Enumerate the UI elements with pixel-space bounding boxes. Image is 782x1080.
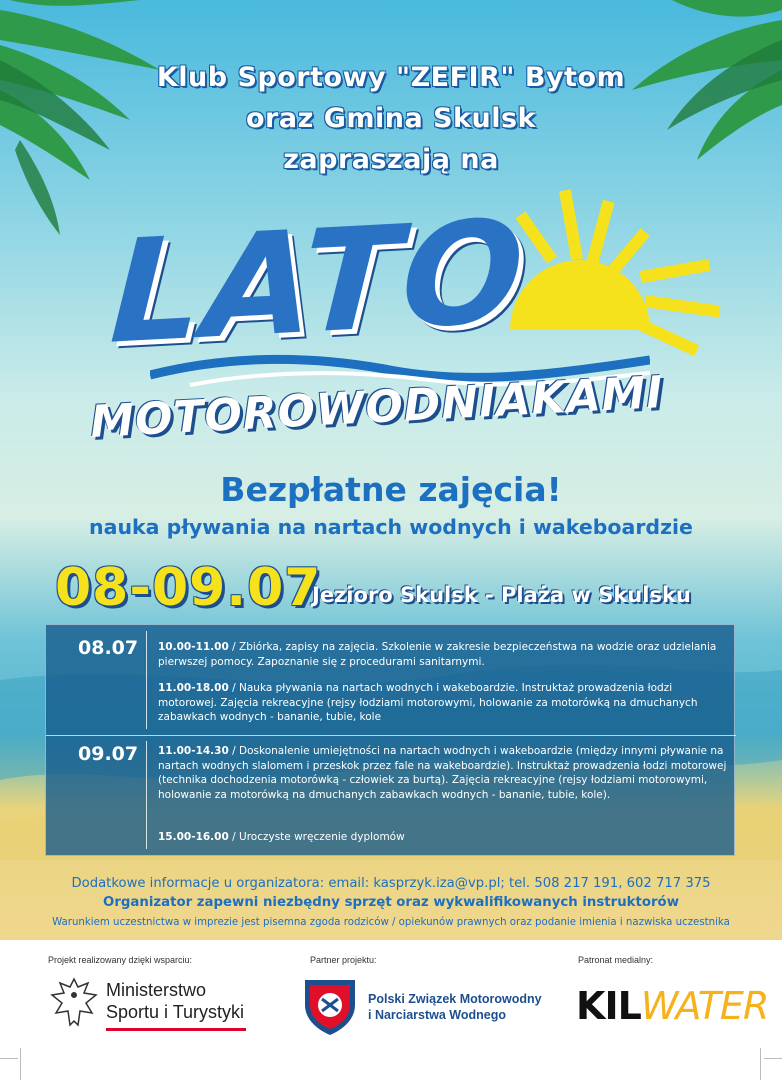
title-motorowodniakami: MOTOROWODNIAKAMI xyxy=(89,367,665,448)
pzmwinw-name-line-2: i Narciarstwa Wodnego xyxy=(368,1008,506,1022)
partner-caption: Partner projektu: xyxy=(310,955,377,965)
schedule-day xyxy=(46,625,736,735)
ministry-flag-bar xyxy=(106,1028,246,1031)
crop-mark xyxy=(20,1048,21,1080)
subtitle: nauka pływania na nartach wodnych i wakeboardzie xyxy=(89,515,693,539)
header-line-1: Klub Sportowy "ZEFIR" Bytom xyxy=(156,62,626,93)
entry-text: / Uroczyste wręczenie dyplomów xyxy=(228,831,405,843)
crop-mark xyxy=(0,1058,18,1059)
vertical-divider xyxy=(146,631,147,729)
contact-info: Dodatkowe informacje u organizatora: email: kasprzyk.iza@vp.pl; tel. 508 217 191, 602 717 375 xyxy=(71,876,711,891)
entry-time: 10.00-11.00 xyxy=(158,641,229,653)
kilwater-kil: KIL xyxy=(576,984,641,1028)
schedule-entry xyxy=(158,830,733,845)
event-place: Jezioro Skulsk - Plaża w Skulsku xyxy=(312,583,691,607)
pzmwinw-shield-icon xyxy=(300,975,360,1037)
ministry-name-line-1: Ministerstwo xyxy=(106,980,207,1000)
schedule-entry xyxy=(158,681,733,725)
schedule-entry xyxy=(158,640,733,669)
day-label: 08.07 xyxy=(78,637,139,659)
title-lato: LATO xyxy=(106,189,530,376)
entry-time: 11.00-14.30 xyxy=(158,745,229,757)
ministry-name-line-2: Sportu i Turystyki xyxy=(106,1002,245,1022)
entry-text: / Nauka pływania na nartach wodnych i wakeboardzie. Instruktaż prowadzenia łodzi motorowej. Zajęcia rekreacyjne (rejsy łodziami motorowymi, holowanie za motorówką na dmuchanych zabawkach wodnych - bananie, tubie, kole xyxy=(158,682,698,723)
media-caption: Patronat medialny: xyxy=(578,955,654,965)
entry-text: / Zbiórka, zapisy na zajęcia. Szkolenie w zakresie bezpieczeństwa na wodzie oraz udzielania pierwszej pomocy. Zapoznanie się z procedurami sanitarnymi. xyxy=(158,641,717,668)
support-caption: Projekt realizowany dzięki wsparciu: xyxy=(48,955,193,965)
event-dates: 08-09.07 xyxy=(55,558,322,618)
equipment-info: Organizator zapewni niezbędny sprzęt oraz wykwalifikowanych instruktorów xyxy=(103,895,679,910)
schedule-box xyxy=(45,624,735,856)
crop-mark xyxy=(760,1048,761,1080)
pzmwinw-name-line-1: Polski Związek Motorowodny xyxy=(368,992,542,1006)
crop-mark xyxy=(764,1058,782,1059)
entry-time: 15.00-16.00 xyxy=(158,831,229,843)
day-label: 09.07 xyxy=(78,743,139,765)
vertical-divider xyxy=(146,741,147,849)
header-line-2: oraz Gmina Skulsk xyxy=(246,103,536,134)
kilwater-water: WATER xyxy=(640,984,769,1028)
header-line-3: zapraszają na xyxy=(283,144,499,175)
eagle-emblem-icon xyxy=(48,975,100,1035)
schedule-entry xyxy=(158,744,733,802)
free-classes-heading: Bezpłatne zajęcia! xyxy=(220,470,562,509)
entry-text: / Doskonalenie umiejętności na nartach wodnych i wakeboardzie (między innymi pływanie na nartach wodnych slalomem i przeskok przez fale na wakeboardzie). Instruktaż prowadzenia łodzi motorowej (technika dochodzenia motorówką - człowiek za burtą). Zajęcia rekreacyjne (rejsy łodziami motorowymi, holowanie za motorówką na dmuchanych zabawkach wodnych - bananie, tubie, kole). xyxy=(158,745,727,801)
participation-condition: Warunkiem uczestnictwa w imprezie jest pisemna zgoda rodziców / opiekunów prawnych oraz podanie imienia i nazwiska uczestnika xyxy=(52,917,730,928)
schedule-day xyxy=(46,735,736,855)
kilwater-logo xyxy=(576,984,768,1028)
entry-time: 11.00-18.00 xyxy=(158,682,229,694)
